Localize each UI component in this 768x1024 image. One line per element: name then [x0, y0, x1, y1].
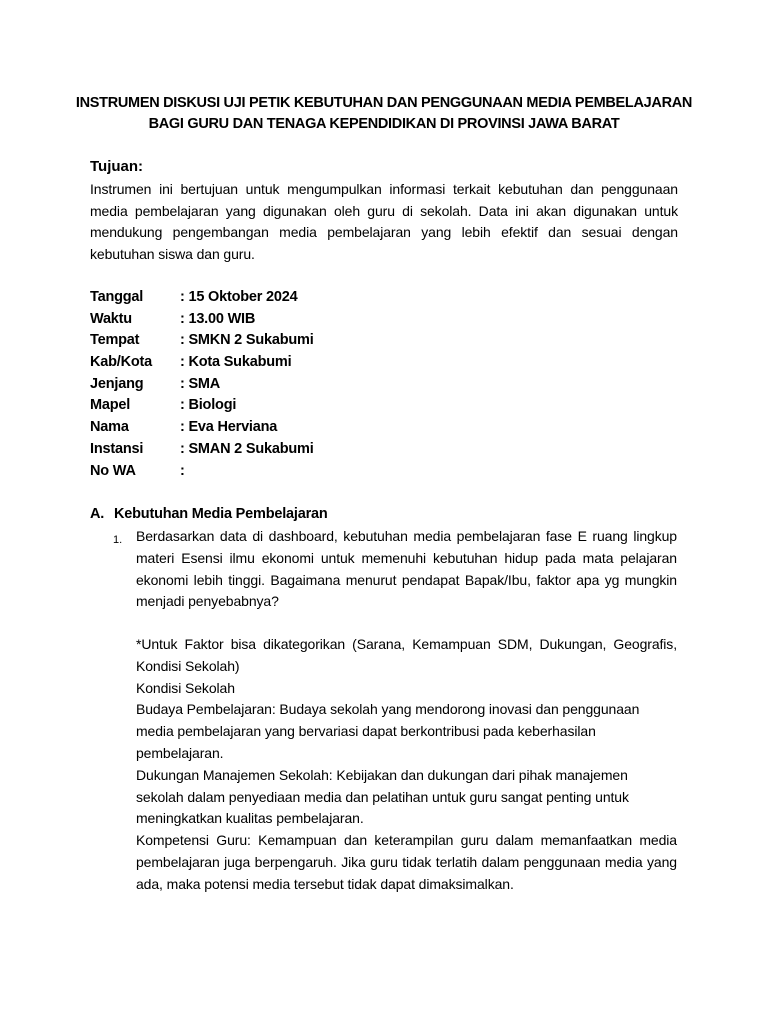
info-row-jenjang	[90, 374, 490, 396]
info-label: Mapel	[90, 397, 131, 414]
answer-manajemen: Dukungan Manajemen Sekolah: Kebijakan dan dukungan dari pihak manajemen sekolah dalam penyediaan media dan pelatihan untuk guru sangat penting untuk meningkatkan kualitas pembelajaran.	[136, 766, 629, 827]
info-value: : Eva Herviana	[180, 419, 278, 436]
info-value: : Kota Sukabumi	[180, 354, 292, 371]
info-value: : SMKN 2 Sukabumi	[180, 332, 314, 349]
info-label: Instansi	[90, 440, 144, 457]
info-row-kabkota	[90, 352, 490, 374]
info-row-tanggal	[90, 287, 490, 309]
section-a-heading	[90, 504, 328, 525]
title-line-1: INSTRUMEN DISKUSI UJI PETIK KEBUTUHAN DAN PENGGUNAAN MEDIA PEMBELAJARAN	[75, 95, 693, 111]
info-label: Tanggal	[90, 289, 144, 305]
answer-block	[136, 634, 677, 896]
info-row-instansi	[90, 439, 490, 461]
info-row-mapel	[90, 395, 490, 417]
info-value: : 13.00 WIB	[180, 310, 256, 327]
info-row-nama	[90, 417, 490, 439]
info-row-nowa	[90, 461, 490, 483]
info-table	[90, 287, 490, 482]
info-label: No WA	[90, 462, 136, 479]
answer-heading: Kondisi Sekolah	[136, 679, 235, 696]
section-title: Kebutuhan Media Pembelajaran	[114, 506, 328, 522]
info-row-waktu	[90, 309, 490, 331]
info-label: Tempat	[90, 332, 140, 349]
info-value: :	[180, 462, 185, 479]
answer-kompetensi: Kompetensi Guru: Kemampuan dan keterampilan guru dalam memanfaatkan media pembelajaran juga berpengaruh. Jika guru tidak terlatih dalam penggunaan media yang ada, maka potensi media tersebut tidak dapat dimaksimalkan.	[136, 832, 677, 892]
question-number: 1.	[113, 534, 123, 546]
section-number: A.	[90, 506, 105, 522]
info-label: Jenjang	[90, 375, 144, 392]
info-label: Kab/Kota	[90, 354, 153, 371]
document-title	[60, 93, 708, 135]
info-label: Waktu	[90, 310, 132, 327]
info-label: Nama	[90, 419, 129, 436]
tujuan-paragraph: Instrumen ini bertujuan untuk mengumpulkan informasi terkait kebutuhan dan penggunaan media pembelajaran yang digunakan oleh guru di sekolah. Data ini akan digunakan untuk mendukung pengembangan media pembelajaran yang lebih efektif dan sesuai dengan kebutuhan siswa dan guru.	[90, 181, 678, 262]
tujuan-heading: Tujuan:	[90, 158, 144, 175]
info-value: : SMAN 2 Sukabumi	[180, 440, 314, 457]
answer-budaya: Budaya Pembelajaran: Budaya sekolah yang mendorong inovasi dan penggunaan media pembelajaran yang bervariasi dapat berkontribusi pada keberhasilan pembelajaran.	[136, 701, 640, 761]
info-value: : 15 Oktober 2024	[180, 289, 298, 305]
factor-note: *Untuk Faktor bisa dikategorikan (Sarana, Kemampuan SDM, Dukungan, Geografis, Kondisi Sekolah)	[136, 636, 677, 674]
info-value: : Biologi	[180, 397, 237, 414]
question-text: Berdasarkan data di dashboard, kebutuhan media pembelajaran fase E ruang lingkup materi Esensi ilmu ekonomi untuk memenuhi kebutuhan hidup pada mata pelajaran ekonomi lebih tinggi. Bagaimana menurut pendapat Bapak/Ibu, faktor apa yg mungkin menjadi penyebabnya?	[136, 528, 677, 610]
title-line-2: BAGI GURU DAN TENAGA KEPENDIDIKAN DI PROVINSI JAWA BARAT	[148, 116, 620, 132]
info-value: : SMA	[180, 375, 221, 392]
info-row-tempat	[90, 330, 490, 352]
